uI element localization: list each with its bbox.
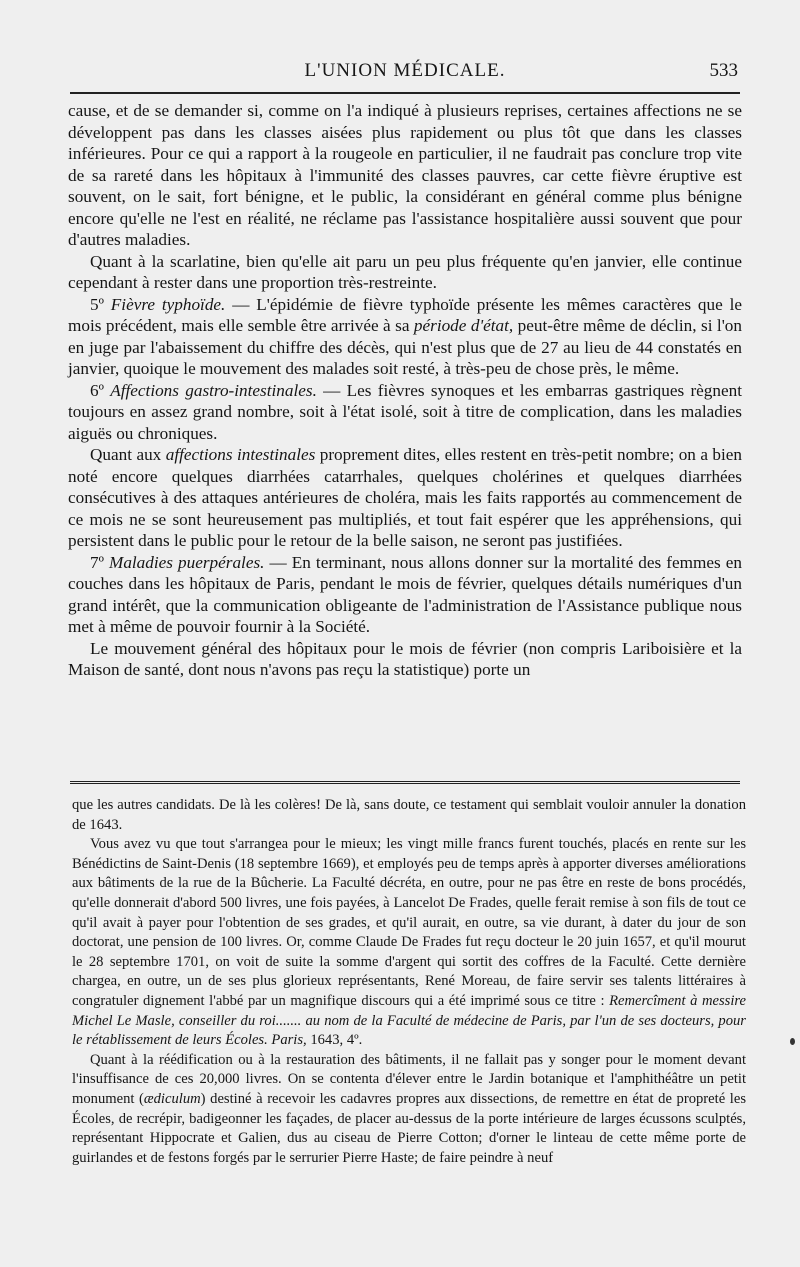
paragraph-rougeole: cause, et de se demander si, comme on l'a indiqué à plusieurs reprises, certaines affections ne se développent pas dans les classes aisées plus rapidement ou plus tôt que dans les classes inférieures. Pour ce qui a rapport à la rougeole en particulier, il ne faudrait pas conclure trop vite de sa rareté dans les hôpitaux à l'immunité des classes pauvres, car cette fièvre éruptive est souvent, on le sait, fort bénigne, et le public, la considérant en général comme plus bénigne encore qu'elle ne l'est en réalité, ne réclame pas l'assistance hospitalière aussi souvent que pour d'autres maladies. [68, 101, 742, 249]
page-number: 533 [709, 60, 738, 81]
margin-mark [790, 1038, 795, 1045]
paragraph-mouvement-hopitaux: Le mouvement général des hôpitaux pour le mois de février (non compris Lariboisière et la Maison de santé, dont nous n'avons pas reçu la statistique) porte un [68, 638, 742, 679]
footnote-paragraph: que les autres candidats. De là les colères! De là, sans doute, ce testament qui semblait vouloir annuler la donation de 1643. [72, 797, 746, 833]
header-rule [70, 92, 740, 94]
paragraph-fievre-typhoide [68, 294, 742, 380]
section-number: 6º [90, 380, 111, 400]
cited-date: 1643, 4º. [306, 1032, 363, 1049]
page-header [70, 58, 740, 88]
footnote-paragraph [72, 1051, 746, 1169]
paragraph-scarlatine: Quant à la scarlatine, bien qu'elle ait paru un peu plus fréquente qu'en janvier, elle continue cependant à rester dans une proportion très-restreinte. [68, 251, 742, 292]
section-number: 7º [90, 552, 109, 572]
emphasis: affections intestinales [165, 445, 316, 464]
section-title: Maladies puerpérales. [109, 552, 265, 572]
footnote-body: ) destiné à recevoir les cadavres propres aux dissections, de remettre en état de propreté les Écoles, de recrépir, badigeonner les façades, de placer au-dessus de la porte intérieure de larges écussons sculptés, représentant Hippocrate et Galien, dus au ciseau de Pierre Cotton; d'orner le linteau de cette même porte de guirlandes et de festons forgés par le serrurier Pierre Haste; de faire peindre à neuf [72, 1090, 746, 1166]
paragraph-text: Quant aux [90, 445, 166, 464]
cited-title: Remercîment à messire Michel Le Masle, conseiller du roi....... au nom de la Faculté de médecine de Paris, par l'un de ses docteurs, pour le rétablissement de leurs Écoles. Paris, [72, 992, 746, 1049]
paragraph-maladies-puerperales [68, 552, 742, 638]
paragraph-text: — L'épidémie de fièvre typhoïde présente les mêmes caractères que le mois précédent, mais elle semble être arrivée à sa [68, 294, 742, 335]
emphasis: période d'état, [413, 316, 514, 335]
section-title: Fièvre typhoïde. [110, 294, 226, 314]
footnote-rule [70, 781, 740, 784]
paragraph-affections-gastro [68, 380, 742, 445]
section-number: 5º [90, 294, 111, 314]
running-head: L'UNION MÉDICALE. [304, 60, 506, 81]
main-text [68, 100, 742, 681]
paragraph-text: proprement dites, elles restent en très-petit nombre; on a bien noté encore quelques diarrhées catarrhales, quelques cholérines et quelques diarrhées consécutives à des attaques antérieures de choléra, mais les faits rapportés au commencement de ce mois ne se sont heureusement pas multipliés, et tout fait espérer que les appréhensions, qui persistent dans le public pour le retour de la belle saison, ne seront pas justifiées. [68, 445, 743, 550]
paragraph-text: — Les fièvres synoques et les embarras gastriques règnent toujours en assez grand nombre, soit à l'état isolé, soit à titre de complication, dans les maladies aiguës ou chroniques. [68, 380, 742, 443]
paragraph-text: peut-être même de déclin, si l'on en juge par l'abaissement du chiffre des décès, qui n'est plus que de 27 au lieu de 44 constatés en janvier, quoique le mouvement des malades soit resté, à très-peu de chose près, le même. [68, 316, 742, 378]
footnote-text [72, 796, 746, 1168]
paragraph-text: — En terminant, nous allons donner sur la mortalité des femmes en couches dans les hôpitaux de Paris, pendant le mois de février, quelques détails numériques d'un grand intérêt, que la communication obligeante de l'administration de l'Assistance publique nous met à même de pouvoir fournir à la Société. [68, 552, 742, 636]
section-title: Affections gastro-intestinales. [110, 380, 317, 400]
footnote-body: Quant à la réédification ou à la restauration des bâtiments, il ne fallait pas y songer pour le moment devant l'insuffisance de ces 20,000 livres. On se contenta d'élever entre le Jardin botanique et l'amphithéâtre un petit monument ( [72, 1051, 746, 1107]
footnote-body: Vous avez vu que tout s'arrangea pour le mieux; les vingt mille francs furent touchés, placés en rente sur les Bénédictins de Saint-Denis (18 septembre 1669), et employés peu de temps après à apporter diverses améliorations aux bâtiments de la rue de la Bûcherie. La Faculté décréta, en outre, pour ne pas être en reste de bons procédés, qu'elle donnerait d'abord 500 livres, une fois payées, à Lancelot De Frades, quelle ferait remise à son fils de tout ce qu'il avait à payer pour l'obtention de ses grades, et qu'il aurait, en outre, sa vie durant, à dater du jour de son doctorat, une pension de 100 livres. Or, comme Claude De Frades fut reçu docteur le 20 juin 1657, et qu'il mourut le 28 septembre 1701, on voit de suite la somme d'argent qui sortit des coffres de la Faculté. Cette dernière chargea, en outre, un de ses plus glorieux représentants, René Moreau, de faire servir ses talents littéraires à congratuler dignement l'abbé par un magnifique discours qui a été imprimé sous ce titre : [72, 836, 746, 1009]
emphasis: ædiculum [143, 1090, 201, 1107]
footnote-paragraph [72, 835, 746, 1051]
paragraph-affections-intestinales [68, 444, 742, 552]
